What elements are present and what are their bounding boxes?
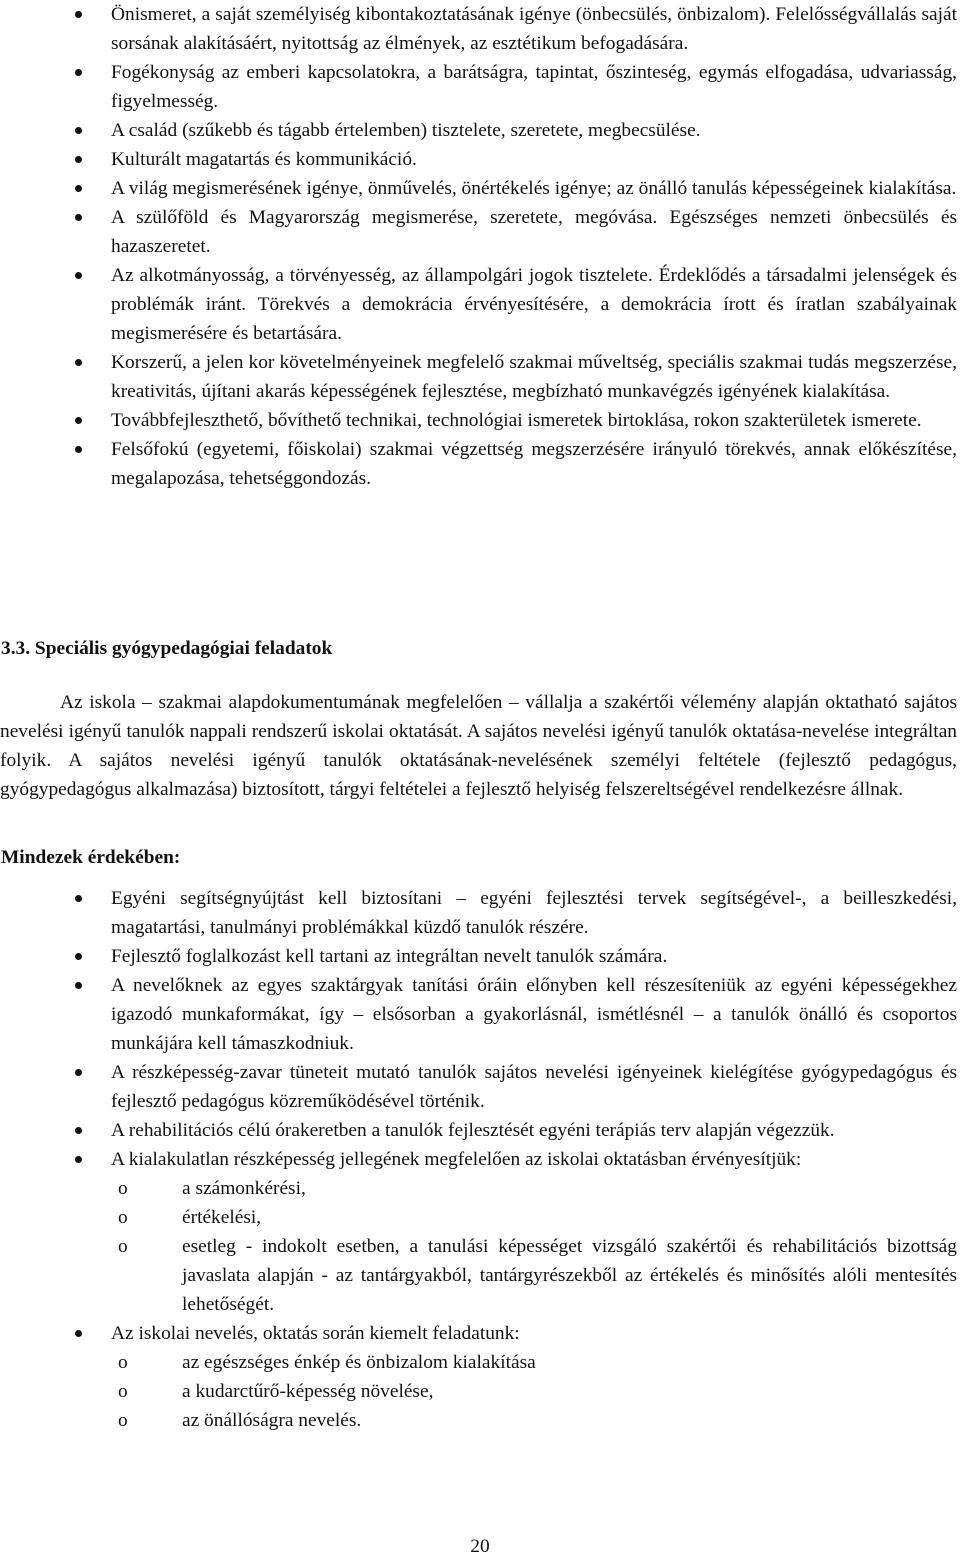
list-item: Fogékonyság az emberi kapcsolatokra, a barátságra, tapintat, őszinteség, egymás elfogadása, udvariasság, figyelmesség.: [0, 58, 960, 116]
list-item: Felsőfokú (egyetemi, főiskolai) szakmai végzettség megszerzésére irányuló törekvés, annak előkészítése, megalapozása, tehetséggondozás.: [0, 435, 960, 493]
list-item: Önismeret, a saját személyiség kibontakoztatásának igénye (önbecsülés, önbizalom). Felelősségvállalás saját sorsának alakításáért, nyitottság az élmények, az esztétikum befogadására.: [0, 0, 960, 58]
bottom-bullet-list: [0, 884, 960, 1435]
assessment-sublist: [111, 1174, 957, 1319]
sublist-item: o az önállóságra nevelés.: [111, 1406, 957, 1435]
list-item-assessment: [0, 1145, 960, 1319]
list-item: Kulturált magatartás és kommunikáció.: [0, 145, 960, 174]
section-title: 3.3. Speciális gyógypedagógiai feladatok: [1, 638, 333, 659]
top-bullet-list: [0, 0, 960, 493]
subheading: Mindezek érdekében:: [1, 847, 181, 868]
sublist-item: o az egészséges énkép és önbizalom kialakítása: [111, 1348, 957, 1377]
sublist-item: o esetleg - indokolt esetben, a tanulási képességet vizsgáló szakértői és rehabilitációs bizottság javaslata alapján - az tantárgyakból, tantárgyrészekből az értékelés és minősítés alóli mentesítés lehetőségét.: [111, 1232, 957, 1319]
list-item: A világ megismerésének igénye, önművelés, önértékelés igénye; az önálló tanulás képességeinek kialakítása.: [0, 174, 960, 203]
list-item: Egyéni segítségnyújtást kell biztosítani – egyéni fejlesztési tervek segítségével-, a beilleszkedési, magatartási, tanulmányi problémákkal küzdő tanulók részére.: [0, 884, 960, 942]
list-item: Az alkotmányosság, a törvényesség, az állampolgári jogok tisztelete. Érdeklődés a társadalmi jelenségek és problémák iránt. Törekvés a demokrácia érvényesítésére, a demokrácia írott és íratlan szabályainak megismerésére és betartására.: [0, 261, 960, 348]
list-item: A család (szűkebb és tágabb értelemben) tisztelete, szeretete, megbecsülése.: [0, 116, 960, 145]
list-item-text: Az iskolai nevelés, oktatás során kiemelt feladatunk:: [111, 1323, 520, 1344]
sublist-item: o a kudarctűrő-képesség növelése,: [111, 1377, 957, 1406]
tasks-sublist: [111, 1348, 957, 1435]
list-item-tasks: [0, 1319, 960, 1435]
sublist-item: o értékelési,: [111, 1203, 957, 1232]
list-item-text: A kialakulatlan részképesség jellegének megfelelően az iskolai oktatásban érvényesítjük:: [111, 1149, 802, 1170]
list-item: Fejlesztő foglalkozást kell tartani az integráltan nevelt tanulók számára.: [0, 942, 960, 971]
page-number: 20: [470, 1536, 490, 1557]
list-item: A rehabilitációs célú órakeretben a tanulók fejlesztését egyéni terápiás terv alapján végezzük.: [0, 1116, 960, 1145]
list-item: Továbbfejleszthető, bővíthető technikai, technológiai ismeretek birtoklása, rokon szakterületek ismerete.: [0, 406, 960, 435]
intro-paragraph: Az iskola – szakmai alapdokumentumának megfelelően – vállalja a szakértői vélemény alapján oktatható sajátos nevelési igényű tanulók nappali rendszerű iskolai oktatását. A sajátos nevelési igényű tanulók oktatása-nevelése integráltan folyik. A sajátos nevelési igényű tanulók oktatásának-nevelésének személyi feltétele (fejlesztő pedagógus, gyógypedagógus alkalmazása) biztosított, tárgyi feltételei a fejlesztő helyiség felszereltségével rendelkezésre állnak.: [0, 692, 957, 800]
sublist-item: o a számonkérési,: [111, 1174, 957, 1203]
list-item: Korszerű, a jelen kor követelményeinek megfelelő szakmai műveltség, speciális szakmai tudás megszerzése, kreativitás, újítani akarás képességének fejlesztése, megbízható munkavégzés igényének kialakítása.: [0, 348, 960, 406]
list-item: A nevelőknek az egyes szaktárgyak tanítási óráin előnyben kell részesíteniük az egyéni képességekhez igazodó munkaformákat, így – elsősorban a gyakorlásnál, ismétlésnél – a tanulók önálló és csoportos munkájára kell támaszkodniuk.: [0, 971, 960, 1058]
list-item: A szülőföld és Magyarország megismerése, szeretete, megóvása. Egészséges nemzeti önbecsülés és hazaszeretet.: [0, 203, 960, 261]
list-item: A részképesség-zavar tüneteit mutató tanulók sajátos nevelési igényeinek kielégítése gyógypedagógus és fejlesztő pedagógus közreműködésével történik.: [0, 1058, 960, 1116]
